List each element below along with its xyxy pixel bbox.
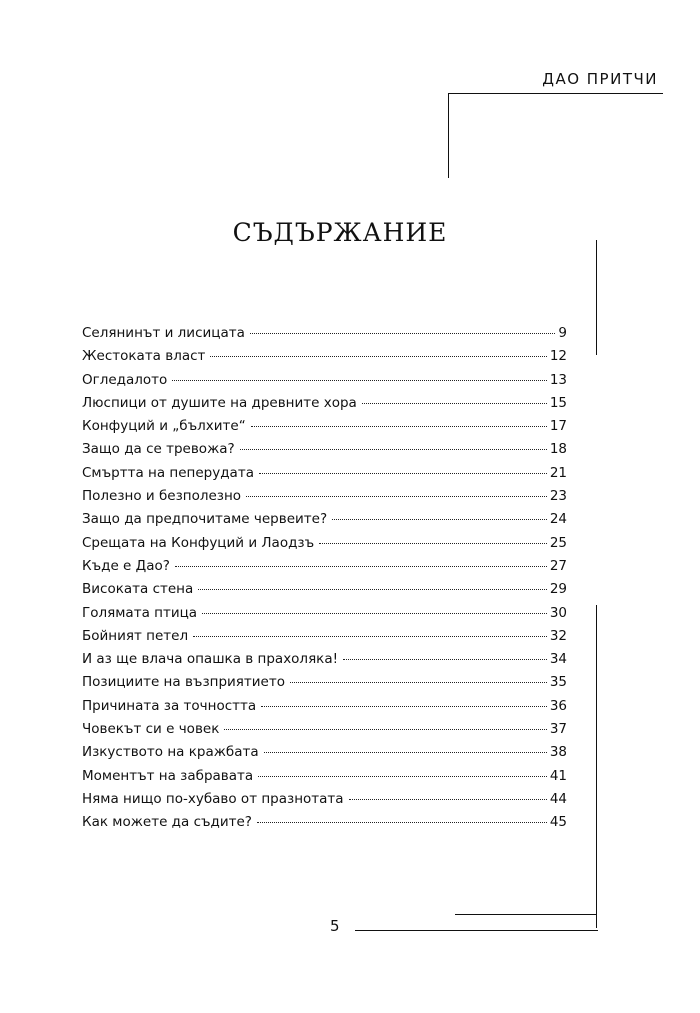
toc-entry[interactable] <box>82 814 567 837</box>
toc-entry[interactable] <box>82 348 567 371</box>
toc-leader-dots <box>224 729 546 730</box>
toc-entry[interactable] <box>82 674 567 697</box>
toc-leader-dots <box>250 333 556 334</box>
toc-leader-dots <box>172 380 547 381</box>
toc-entry-page: 27 <box>549 557 567 574</box>
running-header: ДАО ПРИТЧИ <box>542 70 658 88</box>
toc-leader-dots <box>349 799 547 800</box>
toc-entry-title: Огледалото <box>82 371 168 388</box>
toc-entry-title: И аз ще влача опашка в прахоляка! <box>82 651 339 668</box>
toc-entry[interactable] <box>82 721 567 744</box>
toc-entry-title: Високата стена <box>82 581 194 598</box>
toc-leader-dots <box>175 566 547 567</box>
table-of-contents <box>82 325 567 838</box>
toc-entry[interactable] <box>82 791 567 814</box>
page-number: 5 <box>330 917 340 935</box>
decorative-footer-rule-lower <box>355 930 598 931</box>
toc-entry[interactable] <box>82 418 567 441</box>
toc-entry-title: Люспици от душите на древните хора <box>82 394 357 411</box>
toc-entry-title: Защо да предпочитаме червеите? <box>82 511 328 528</box>
toc-entry[interactable] <box>82 372 567 395</box>
toc-leader-dots <box>259 473 547 474</box>
toc-leader-dots <box>261 706 547 707</box>
toc-entry[interactable] <box>82 511 567 534</box>
toc-entry-page: 23 <box>549 488 567 505</box>
toc-entry-page: 38 <box>549 744 567 761</box>
decorative-vertical-rule-right-bottom <box>596 605 597 928</box>
toc-leader-dots <box>290 682 547 683</box>
toc-entry-page: 12 <box>549 348 567 365</box>
toc-leader-dots <box>343 659 547 660</box>
toc-entry-title: Селянинът и лисицата <box>82 325 245 341</box>
toc-entry-page: 29 <box>549 581 567 598</box>
toc-leader-dots <box>193 636 547 637</box>
toc-entry[interactable] <box>82 488 567 511</box>
toc-entry-title: Как можете да съдите? <box>82 814 252 831</box>
toc-entry[interactable] <box>82 441 567 464</box>
toc-entry-title: Къде е Дао? <box>82 557 170 574</box>
toc-entry[interactable] <box>82 651 567 674</box>
toc-entry-title: Причината за точността <box>82 697 257 714</box>
toc-entry-title: Позициите на възприятието <box>82 674 285 691</box>
toc-entry-title: Полезно и безполезно <box>82 488 242 505</box>
toc-entry[interactable] <box>82 535 567 558</box>
toc-entry-page: 24 <box>549 511 567 528</box>
toc-entry-page: 35 <box>549 674 567 691</box>
toc-entry-page: 13 <box>549 371 567 388</box>
toc-entry-title: Срещата на Конфуций и Лаодзъ <box>82 534 315 551</box>
toc-leader-dots <box>362 403 547 404</box>
toc-leader-dots <box>210 356 546 357</box>
toc-entry-page: 37 <box>549 721 567 738</box>
toc-entry-page: 44 <box>549 790 567 807</box>
toc-entry-page: 18 <box>549 441 567 458</box>
toc-entry[interactable] <box>82 558 567 581</box>
toc-entry-title: Няма нищо по-хубаво от празнотата <box>82 790 344 807</box>
toc-leader-dots <box>319 543 547 544</box>
toc-entry[interactable] <box>82 465 567 488</box>
toc-entry-page: 30 <box>549 604 567 621</box>
toc-entry-page: 41 <box>549 767 567 784</box>
page-title: СЪДЪРЖАНИЕ <box>232 218 448 247</box>
toc-entry-page: 17 <box>549 418 567 435</box>
toc-leader-dots <box>240 449 547 450</box>
toc-entry-title: Моментът на забравата <box>82 767 254 784</box>
decorative-vertical-rule-right-top <box>596 240 597 355</box>
toc-entry-title: Конфуций и „бълхите“ <box>82 418 246 435</box>
toc-entry-title: Човекът си е човек <box>82 721 220 738</box>
toc-entry-page: 21 <box>549 464 567 481</box>
toc-leader-dots <box>251 426 547 427</box>
decorative-footer-rule-upper <box>455 914 596 915</box>
toc-entry[interactable] <box>82 395 567 418</box>
toc-entry-title: Защо да се тревожа? <box>82 441 235 458</box>
toc-entry[interactable] <box>82 581 567 604</box>
toc-entry-page: 34 <box>549 651 567 668</box>
toc-entry[interactable] <box>82 325 567 348</box>
toc-entry-title: Жестоката власт <box>82 348 206 365</box>
toc-entry-page: 9 <box>558 325 567 341</box>
toc-entry-title: Голямата птица <box>82 604 198 621</box>
toc-entry[interactable] <box>82 628 567 651</box>
toc-entry-page: 32 <box>549 627 567 644</box>
toc-leader-dots <box>332 519 547 520</box>
toc-entry[interactable] <box>82 605 567 628</box>
toc-entry[interactable] <box>82 744 567 767</box>
toc-leader-dots <box>246 496 547 497</box>
toc-entry[interactable] <box>82 768 567 791</box>
toc-leader-dots <box>264 752 547 753</box>
toc-leader-dots <box>202 613 547 614</box>
toc-entry-title: Изкуството на кражбата <box>82 744 259 761</box>
toc-leader-dots <box>257 822 547 823</box>
header-rule <box>448 93 663 94</box>
toc-leader-dots <box>198 589 547 590</box>
toc-leader-dots <box>258 776 547 777</box>
toc-entry-page: 25 <box>549 534 567 551</box>
toc-entry-page: 15 <box>549 394 567 411</box>
toc-entry-title: Бойният петел <box>82 627 189 644</box>
toc-entry-page: 45 <box>549 814 567 831</box>
toc-entry-title: Смъртта на пеперудата <box>82 464 254 481</box>
toc-entry-page: 36 <box>549 697 567 714</box>
decorative-vertical-rule-left <box>448 93 449 178</box>
toc-entry[interactable] <box>82 698 567 721</box>
